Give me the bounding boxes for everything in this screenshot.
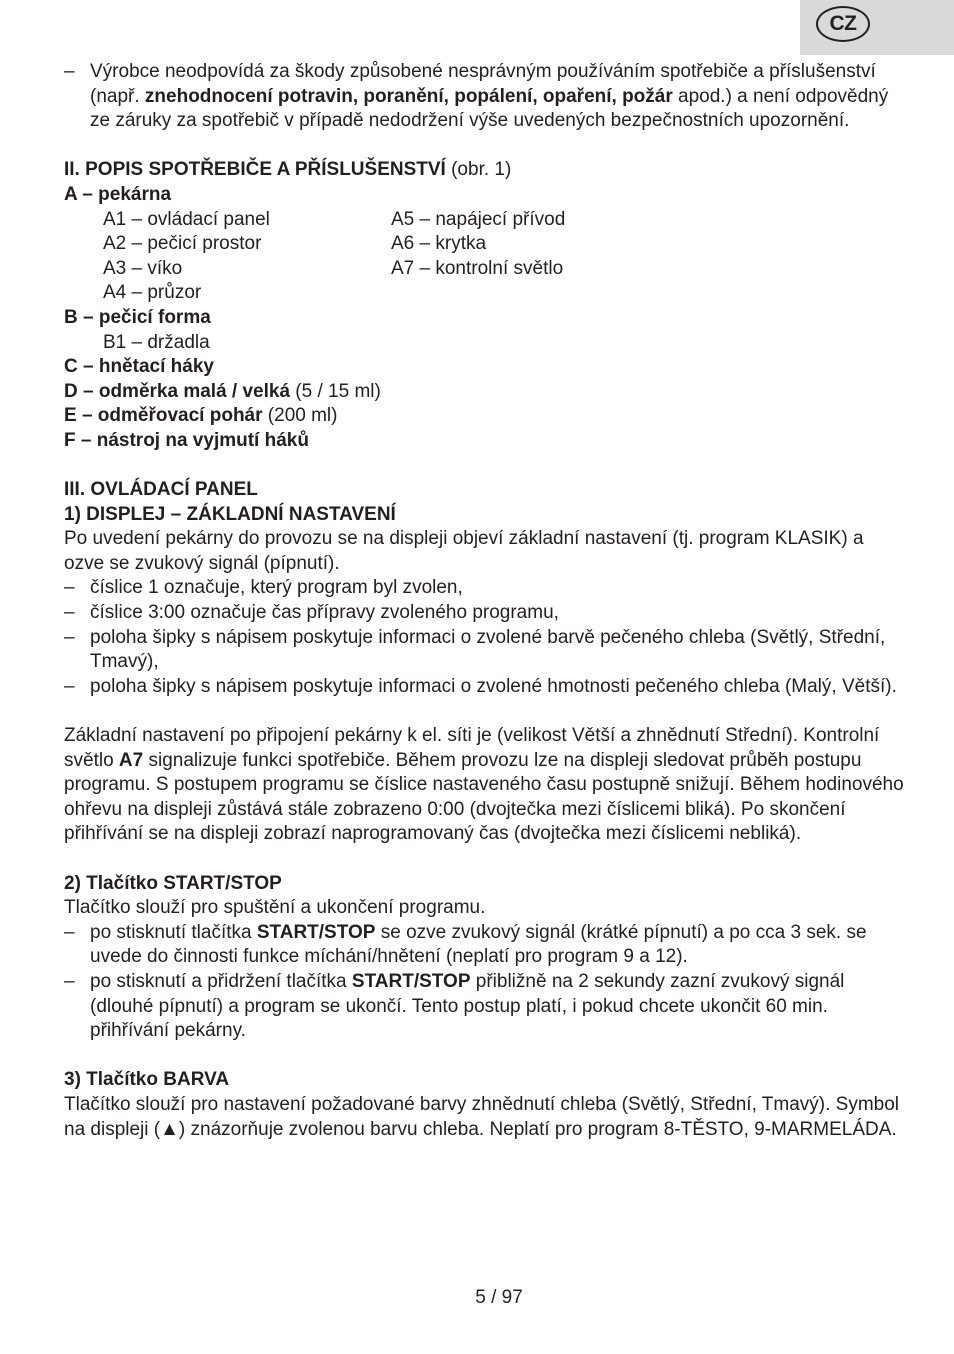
group-c-heading: C – hnětací háky — [64, 356, 214, 378]
subsection-color-heading: 3) Tlačítko BARVA — [64, 1069, 230, 1091]
part-item: B1 – držadla — [103, 331, 210, 353]
section-3-heading: III. OVLÁDACÍ PANEL — [64, 479, 258, 501]
group-d-heading: D – odměrka malá / velká (5 / 15 ml) — [64, 380, 381, 402]
language-tab — [800, 0, 954, 55]
subsection-display-heading: 1) DISPLEJ – ZÁKLADNÍ NASTAVENÍ — [64, 503, 396, 525]
intro-disclaimer: – Výrobce neodpovídá za škody způsobené nesprávným používáním spotřebiče a příslušenství (např. znehodnocení potravin, poranění, popálení, opaření, požár apod.) a není odpovědný ze záruky za spotřebič v případě nedodržení výše uvedených bezpečnostních upozornění. — [64, 61, 889, 132]
group-b-heading: B – pečicí forma — [64, 306, 211, 328]
group-f-heading: F – nástroj na vyjmutí háků — [64, 429, 309, 451]
group-a-parts — [64, 208, 904, 306]
group-a-right-column — [391, 208, 691, 306]
group-e-heading: E – odměřovací pohár (200 ml) — [64, 405, 338, 427]
display-description: Základní nastavení po připojení pekárny k el. síti je (velikost Větší a zhnědnutí Střední). Kontrolní světlo A7 signalizuje funkci spotřebiče. Během provozu lze na displeji sledovat průběh postupu programu. S postupem programu se číslice nastaveného času postupně snižují. Během hodinového ohřevu na displeji zůstává stále zobrazeno 0:00 (dvojtečka mezi číslicemi bliká). Po skončení přihřívání se na displeji zobrazí naprogramovaný čas (dvojtečka mezi číslicemi nebliká). — [64, 725, 904, 845]
page-number: 5 / 97 — [475, 1287, 523, 1308]
part-item: A1 – ovládací panel — [103, 208, 270, 230]
list-item: – po stisknutí tlačítka START/STOP se ozve zvukový signál (krátké pípnutí) a po cca 3 sek. se uvede do činnosti funkce míchání/hnětení (neplatí pro program 9 a 12). — [64, 921, 867, 968]
part-item: A3 – víko — [103, 257, 183, 279]
language-badge: CZ — [816, 6, 870, 42]
color-button-description: Tlačítko slouží pro nastavení požadované barvy zhnědnutí chleba (Světlý, Střední, Tmavý). Symbol na displeji (▲) znázorňuje zvolenou barvu chleba. Neplatí pro program 8-TĚSTO, 9-MARMELÁDA. — [64, 1093, 900, 1140]
part-item: A7 – kontrolní světlo — [391, 257, 564, 279]
part-item: A5 – napájecí přívod — [391, 208, 566, 230]
list-item: – poloha šipky s nápisem poskytuje informaci o zvolené barvě pečeného chleba (Světlý, Střední, Tmavý), — [64, 626, 886, 673]
bullet-dash: – — [64, 61, 75, 82]
group-a-heading: A – pekárna — [64, 183, 172, 205]
list-item: – po stisknutí a přidržení tlačítka START/STOP přibližně na 2 sekundy zazní zvukový signál (dlouhé pípnutí) a program se ukončí. Tento postup platí, i pokud chcete ukončit 60 min. přihřívání pekárny. — [64, 970, 845, 1042]
section-2-heading: II. POPIS SPOTŘEBIČE A PŘÍSLUŠENSTVÍ (obr. 1) — [64, 159, 512, 181]
list-item: – číslice 1 označuje, který program byl zvolen, — [64, 577, 463, 599]
part-item: A2 – pečicí prostor — [103, 233, 262, 255]
display-intro: Po uvedení pekárny do provozu se na displeji objeví základní nastavení (tj. program KLASIK) a ozve se zvukový signál (pípnutí). — [64, 528, 864, 574]
group-a-left-column — [103, 208, 391, 306]
start-stop-intro: Tlačítko slouží pro spuštění a ukončení programu. — [64, 897, 486, 919]
triangle-up-icon: ▲ — [160, 1118, 179, 1140]
list-item: – poloha šipky s nápisem poskytuje informaci o zvolené hmotnosti pečeného chleba (Malý, Větší). — [64, 675, 897, 697]
part-item: A4 – průzor — [103, 282, 202, 304]
part-item: A6 – krytka — [391, 233, 487, 255]
list-item: – číslice 3:00 označuje čas přípravy zvoleného programu, — [64, 602, 559, 624]
document-body — [64, 60, 904, 1142]
subsection-start-stop-heading: 2) Tlačítko START/STOP — [64, 872, 282, 894]
